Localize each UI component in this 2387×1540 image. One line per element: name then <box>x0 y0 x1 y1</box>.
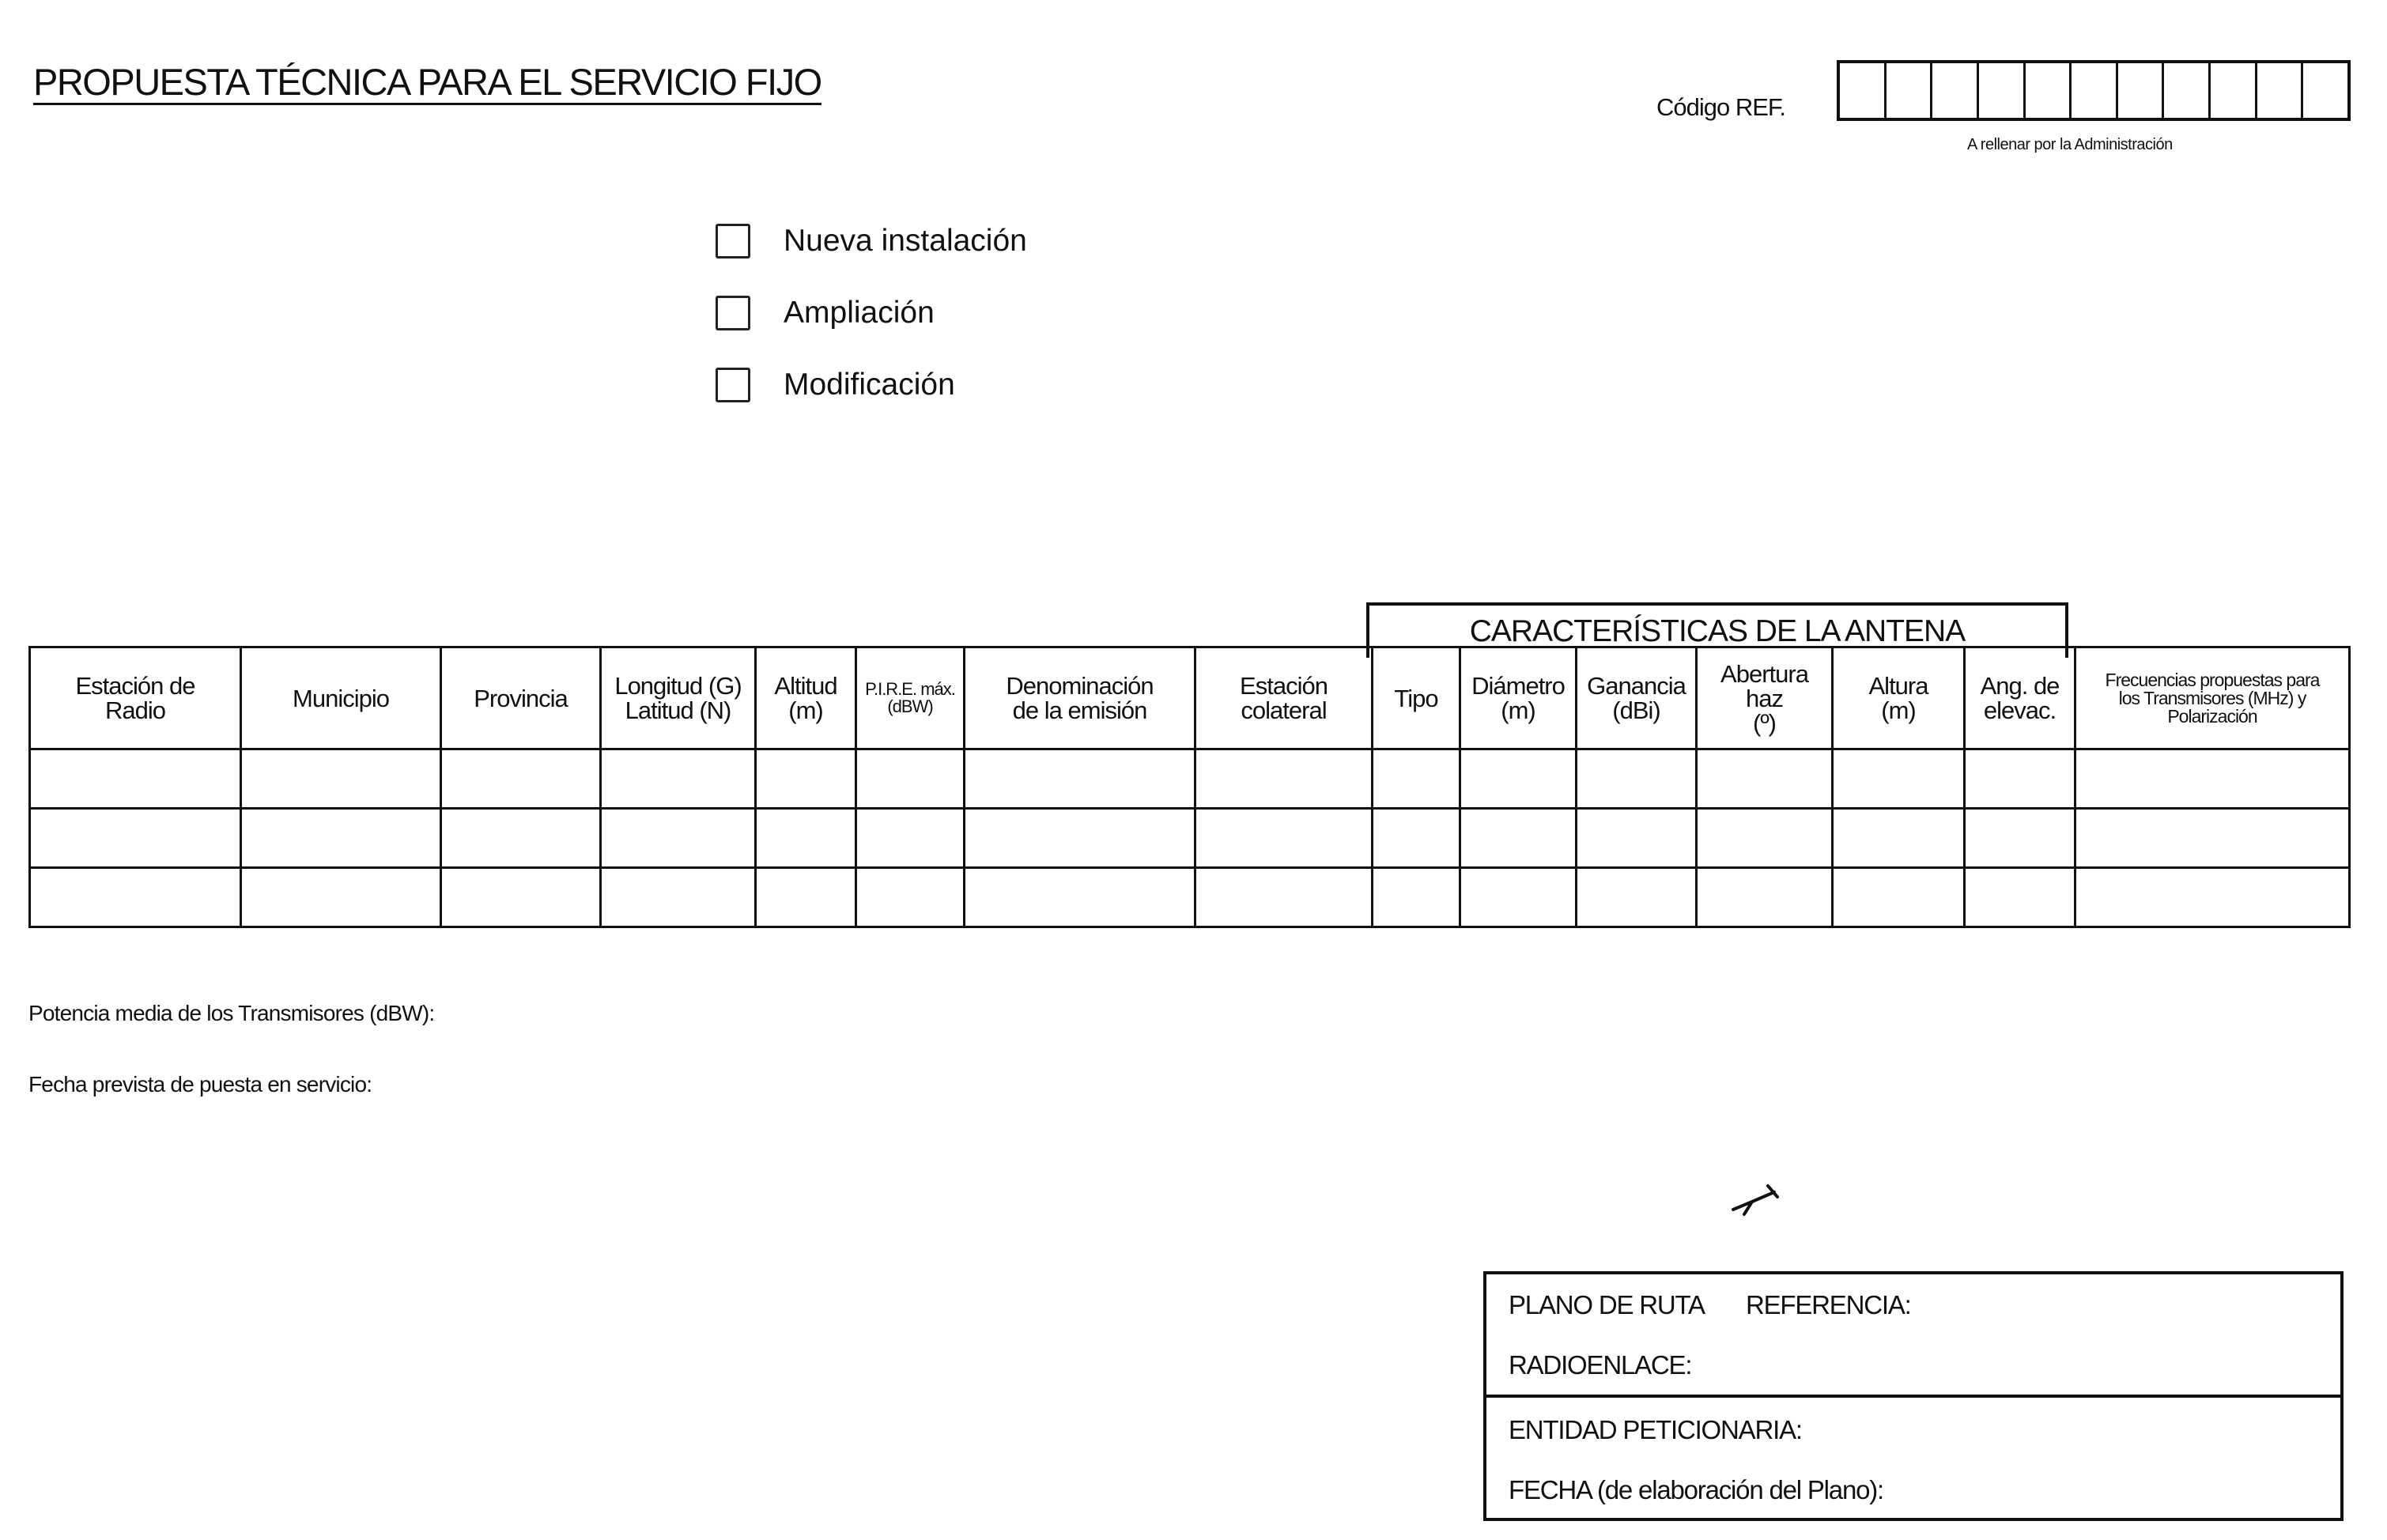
table-cell[interactable] <box>1965 868 2075 927</box>
table-cell[interactable] <box>1577 809 1697 868</box>
table-cell[interactable] <box>1833 868 1965 927</box>
table-row <box>30 868 2350 927</box>
plano-de-ruta-box <box>1483 1271 2344 1521</box>
table-cell[interactable] <box>30 868 241 927</box>
table-cell[interactable] <box>1697 868 1833 927</box>
table-cell[interactable] <box>1460 868 1577 927</box>
checkbox-ampliacion[interactable] <box>716 296 750 330</box>
table-cell[interactable] <box>965 749 1195 809</box>
table-cell[interactable] <box>856 868 965 927</box>
table-cell[interactable] <box>965 868 1195 927</box>
option-label: Nueva instalación <box>784 224 1027 258</box>
table-cell[interactable] <box>601 749 756 809</box>
col-header-frecuencias: Frecuencias propuestas para los Transmisores (MHz) y Polarización <box>2075 647 2350 749</box>
table-cell[interactable] <box>601 868 756 927</box>
form-title: PROPUESTA TÉCNICA PARA EL SERVICIO FIJO <box>33 62 821 105</box>
table-cell[interactable] <box>1577 749 1697 809</box>
col-header-estacion: Estación de Radio <box>30 647 241 749</box>
table-row <box>30 749 2350 809</box>
table-cell[interactable] <box>856 809 965 868</box>
table-cell[interactable] <box>756 749 856 809</box>
option-modificacion[interactable] <box>716 368 955 402</box>
table-cell[interactable] <box>241 749 441 809</box>
col-header-altura: Altura (m) <box>1833 647 1965 749</box>
col-header-coordenadas: Longitud (G) Latitud (N) <box>601 647 756 749</box>
referencia-label: REFERENCIA: <box>1745 1290 1911 1319</box>
codigo-ref-cell <box>1932 63 1979 118</box>
table-cell[interactable] <box>756 809 856 868</box>
table-cell[interactable] <box>965 809 1195 868</box>
fecha-elaboracion-label: FECHA (de elaboración del Plano): <box>1509 1475 1884 1504</box>
table-cell[interactable] <box>1460 749 1577 809</box>
table-cell[interactable] <box>601 809 756 868</box>
station-table <box>28 646 2351 928</box>
pen-mark <box>1728 1180 1792 1219</box>
table-cell[interactable] <box>1833 749 1965 809</box>
table-cell[interactable] <box>1373 749 1460 809</box>
table-cell[interactable] <box>1697 749 1833 809</box>
table-cell[interactable] <box>1697 809 1833 868</box>
table-cell[interactable] <box>30 809 241 868</box>
potencia-field-label: Potencia media de los Transmisores (dBW): <box>28 1001 435 1025</box>
table-cell[interactable] <box>1577 868 1697 927</box>
table-cell[interactable] <box>1965 809 2075 868</box>
col-header-pire: P.I.R.E. máx. (dBW) <box>856 647 965 749</box>
codigo-ref-cell <box>1887 63 1933 118</box>
col-header-provincia: Provincia <box>441 647 601 749</box>
fecha-prevista-field-label: Fecha prevista de puesta en servicio: <box>28 1072 372 1096</box>
col-header-ganancia: Ganancia (dBi) <box>1577 647 1697 749</box>
option-ampliacion[interactable] <box>716 296 935 330</box>
table-cell[interactable] <box>1373 809 1460 868</box>
table-cell[interactable] <box>1195 868 1373 927</box>
table-cell[interactable] <box>2075 868 2350 927</box>
table-cell[interactable] <box>856 749 965 809</box>
table-cell[interactable] <box>1833 809 1965 868</box>
col-header-tipo: Tipo <box>1373 647 1460 749</box>
codigo-ref-cell <box>2303 63 2347 118</box>
table-cell[interactable] <box>1373 868 1460 927</box>
table-cell[interactable] <box>1195 749 1373 809</box>
codigo-ref-cell <box>2072 63 2118 118</box>
col-header-altitud: Altitud (m) <box>756 647 856 749</box>
codigo-ref-cell <box>1840 63 1887 118</box>
col-header-diametro: Diámetro (m) <box>1460 647 1577 749</box>
codigo-ref-cell <box>1979 63 2026 118</box>
table-cell[interactable] <box>756 868 856 927</box>
col-header-denominacion: Denominación de la emisión <box>965 647 1195 749</box>
codigo-ref-cell <box>2164 63 2211 118</box>
codigo-ref-cell <box>2257 63 2304 118</box>
col-header-angulo: Ang. de elevac. <box>1965 647 2075 749</box>
checkbox-nueva-instalacion[interactable] <box>716 224 750 259</box>
table-cell[interactable] <box>241 809 441 868</box>
entidad-peticionaria-label: ENTIDAD PETICIONARIA: <box>1509 1415 1802 1444</box>
radioenlace-label: RADIOENLACE: <box>1509 1350 1692 1380</box>
table-cell[interactable] <box>441 809 601 868</box>
table-cell[interactable] <box>441 868 601 927</box>
table-cell[interactable] <box>1195 809 1373 868</box>
codigo-ref-input[interactable] <box>1837 60 2351 121</box>
table-row <box>30 809 2350 868</box>
option-label: Ampliación <box>784 296 935 330</box>
col-header-municipio: Municipio <box>241 647 441 749</box>
codigo-ref-cell <box>2211 63 2257 118</box>
table-cell[interactable] <box>441 749 601 809</box>
plano-divider <box>1486 1395 2340 1398</box>
table-cell[interactable] <box>1460 809 1577 868</box>
table-cell[interactable] <box>2075 809 2350 868</box>
table-cell[interactable] <box>1965 749 2075 809</box>
plano-de-ruta-label: PLANO DE RUTA <box>1509 1290 1704 1319</box>
table-cell[interactable] <box>241 868 441 927</box>
col-header-abertura: Abertura haz (º) <box>1697 647 1833 749</box>
option-label: Modificación <box>784 368 955 402</box>
antena-group-header: CARACTERÍSTICAS DE LA ANTENA <box>1366 602 2068 658</box>
codigo-ref-label: Código REF. <box>1656 93 1786 121</box>
codigo-ref-note: A rellenar por la Administración <box>1967 136 2173 153</box>
codigo-ref-cell <box>2118 63 2165 118</box>
table-cell[interactable] <box>30 749 241 809</box>
option-nueva-instalacion[interactable] <box>716 224 1027 259</box>
codigo-ref-cell <box>2026 63 2072 118</box>
checkbox-modificacion[interactable] <box>716 368 750 402</box>
table-cell[interactable] <box>2075 749 2350 809</box>
col-header-estacion-colateral: Estación colateral <box>1195 647 1373 749</box>
